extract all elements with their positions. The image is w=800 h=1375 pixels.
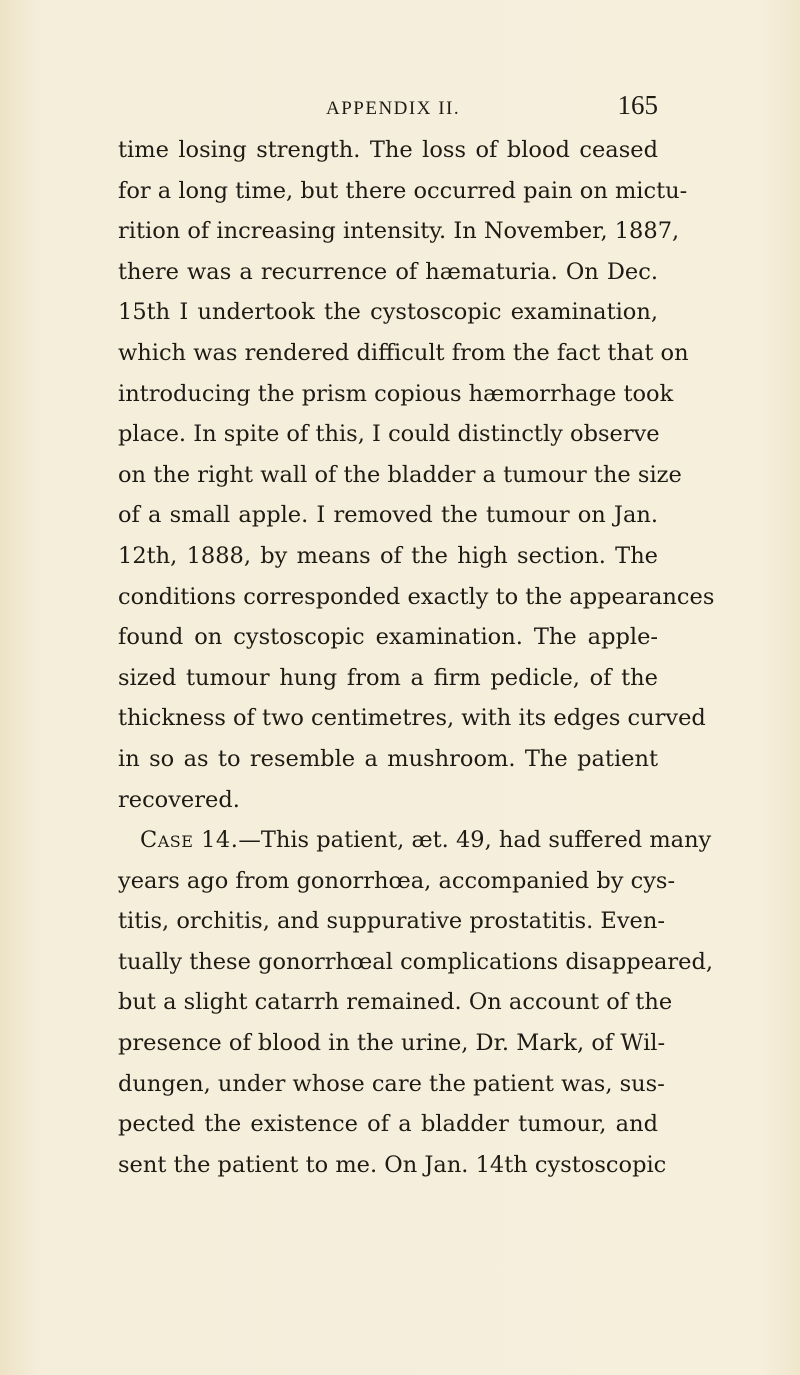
case-label: Case 14. [140,827,239,854]
text-line: found on cystoscopic examination. The apple- [118,624,658,651]
text-line: in so as to resemble a mushroom. The patient [118,745,658,772]
text-line: presence of blood in the urine, Dr. Mark, of Wil- [118,1030,666,1057]
text-line: conditions corresponded exactly to the appearances [118,583,715,610]
page-header [118,90,658,126]
text-line: but a slight catarrh remained. On account of the [118,989,673,1016]
text-line: which was rendered difficult from the fact that on [118,339,689,366]
text-line: there was a recurrence of hæmaturia. On Dec. [118,258,658,285]
running-head: APPENDIX II. [326,98,461,119]
text-line: recovered. [118,786,240,813]
text-line: sized tumour hung from a firm pedicle, of the [118,664,658,691]
text-line: 15th I undertook the cystoscopic examination, [118,299,658,326]
case-first-line-text: —This patient, æt. 49, had suffered many [238,827,712,854]
page-number: 165 [617,90,658,120]
text-line: sent the patient to me. On Jan. 14th cystoscopic [118,1151,667,1178]
text-line: on the right wall of the bladder a tumour the size [118,461,682,488]
text-line: place. In spite of this, I could distinctly observe [118,421,660,448]
text-line: tually these gonorrhœal complications disappeared, [118,948,714,975]
text-line: titis, orchitis, and suppurative prostatitis. Even- [118,908,665,935]
text-line: years ago from gonorrhœa, accompanied by cys- [118,867,676,894]
text-line: dungen, under whose care the patient was, sus- [118,1070,665,1097]
text-line: introducing the prism copious hæmorrhage took [118,380,674,407]
text-line: 12th, 1888, by means of the high section. The [118,542,658,569]
text-line: time losing strength. The loss of blood ceased [118,137,658,163]
text-line: pected the existence of a bladder tumour, and [118,1111,658,1138]
case-heading-line [118,820,712,861]
text-line: of a small apple. I removed the tumour on Jan. [118,502,658,529]
body-text [118,130,715,1185]
text-line: for a long time, but there occurred pain on mictu- [118,177,688,204]
text-line: rition of increasing intensity. In November, 1887, [118,218,680,245]
text-line: thickness of two centimetres, with its edges curved [118,705,706,732]
